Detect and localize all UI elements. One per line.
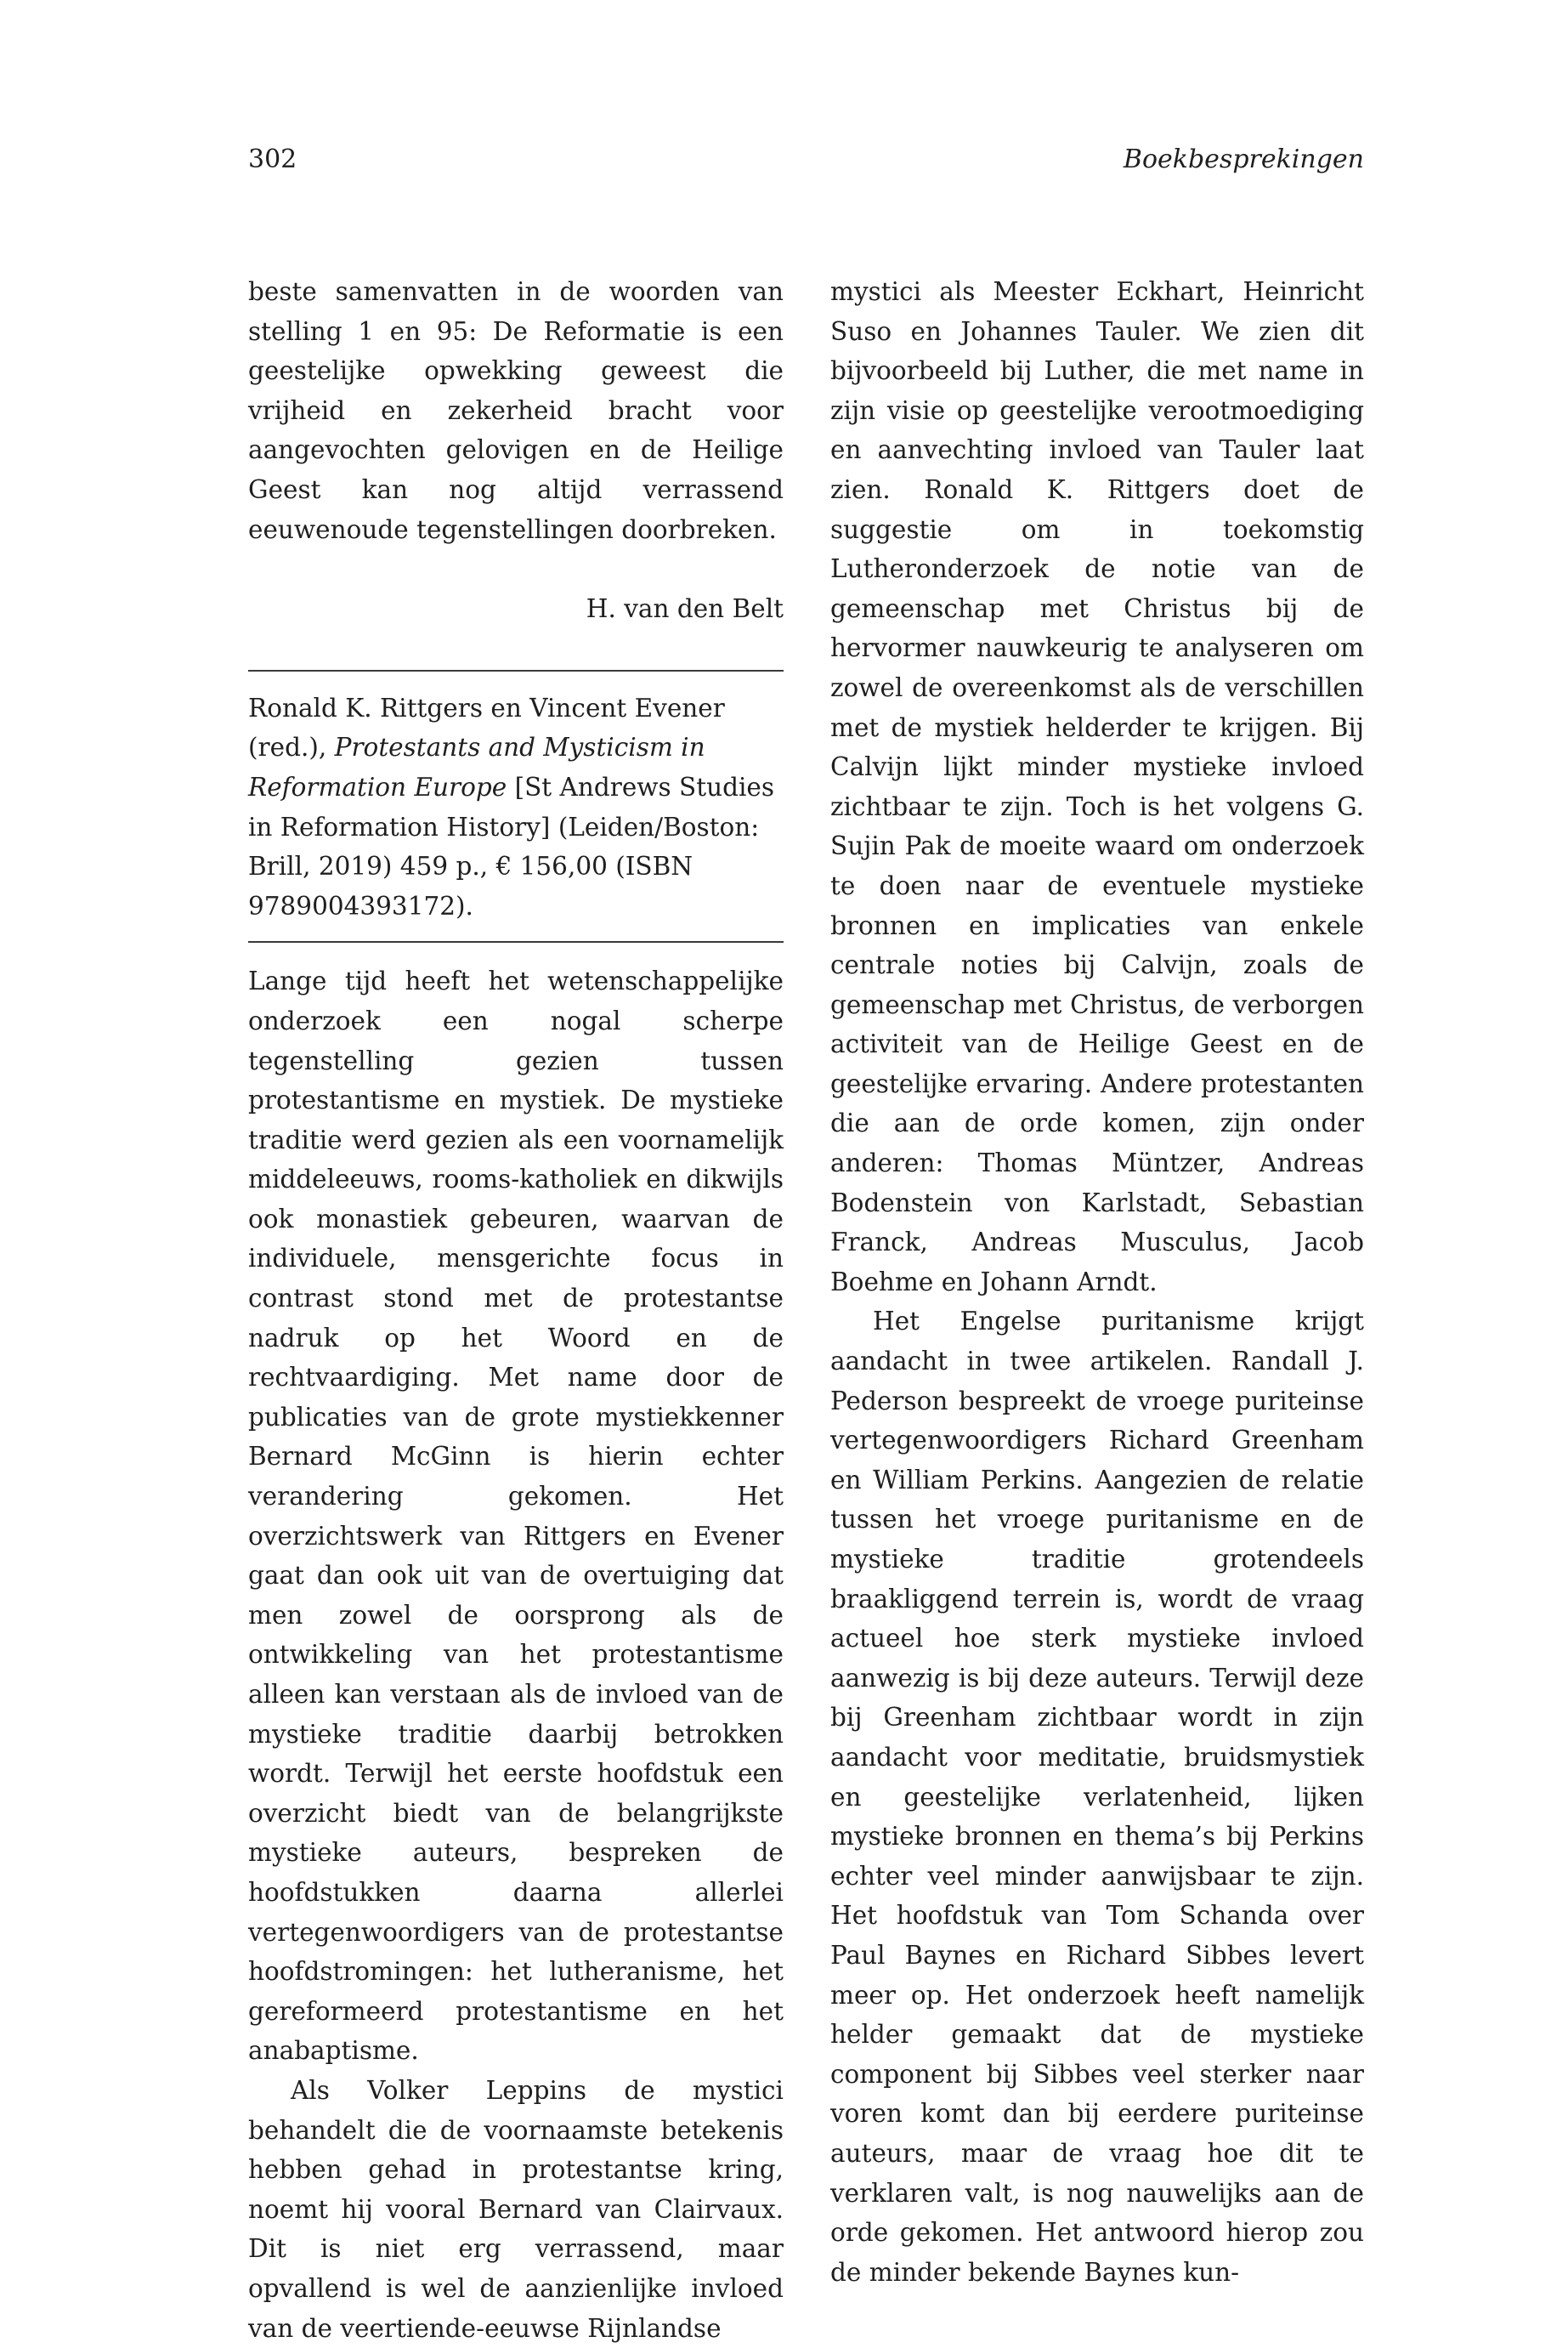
review-paragraph-continuation: mystici als Meester Eckhart, Heinricht Suso en Johannes Tauler. We zien dit bijvoorbeeld bij Luther, die met name in zijn visie op geestelijke verootmoediging en aanvechting invloed van Tauler laat zien. Ronald K. Rittgers doet de suggestie om in toekomstig Lutheronderzoek de notie van de gemeenschap met Christus bij de hervormer nauwkeurig te analyseren om zowel de overeenkomst als de verschillen met de mystiek helderder te krijgen. Bij Calvijn lijkt minder mystieke invloed zichtbaar te zijn. Toch is het volgens G. Sujin Pak de moeite waard om onderzoek te doen naar de eventuele mystieke bronnen en implicaties van enkele centrale noties bij Calvijn, zoals de gemeenschap met Christus, de verborgen activiteit van de Heilige Geest en de geestelijke ervaring. Andere protestanten die aan de orde komen, zijn onder anderen: Thomas Müntzer, Andreas Bodenstein von Karlstadt, Sebastian Franck, Andreas Musculus, Jacob Boehme en Johann Arndt.: [830, 277, 1364, 1296]
citation-top-rule: [248, 670, 784, 672]
citation-publication-details: [St Andrews Studies in Reformation History] (Leiden/Boston: Brill, 2019) 459 p., € 156,00 (ISBN 9789004393172).: [248, 772, 775, 921]
book-citation: [248, 689, 784, 927]
left-column: [248, 272, 784, 2348]
review-paragraph-3: Het Engelse puritanisme krijgt aandacht in twee artikelen. Randall J. Pederson bespreekt de vroege puriteinse vertegenwoordigers Richard Greenham en William Perkins. Aangezien de relatie tussen het vroege puritanisme en de mystieke traditie grotendeels braakliggend terrein is, wordt de vraag actueel hoe sterk mystieke invloed aanwezig is bij deze auteurs. Terwijl deze bij Greenham zichtbaar wordt in zijn aandacht voor meditatie, bruidsmystiek en geestelijke verlatenheid, lijken mystieke bronnen en thema’s bij Perkins echter veel minder aanwijsbaar te zijn. Het hoofdstuk van Tom Schanda over Paul Baynes en Richard Sibbes levert meer op. Het onderzoek heeft namelijk helder gemaakt dat de mystieke component bij Sibbes veel sterker naar voren komt dan bij eerdere puriteinse auteurs, maar de vraag hoe dit te verklaren valt, is nog nauwelijks aan de orde gekomen. Het antwoord hierop zou de minder bekende Baynes kun-: [830, 1307, 1364, 2287]
review-paragraph-2: Als Volker Leppins de mystici behandelt die de voornaamste betekenis hebben gehad in protestantse kring, noemt hij vooral Bernard van Clairvaux. Dit is niet erg verrassend, maar opvallend is wel de aanzienlijke invloed van de veertiende-eeuwse Rijnlandse: [248, 2075, 784, 2343]
right-column: [830, 272, 1364, 2292]
running-header: [248, 143, 1364, 185]
citation-authors: Ronald K. Rittgers en Vincent Evener (red.),: [248, 693, 725, 763]
review-paragraph-1: Lange tijd heeft het wetenschappelijke onderzoek een nogal scherpe tegenstelling gezien tussen protestantisme en mystiek. De mystieke traditie werd gezien als een voornamelijk middeleeuws, rooms-katholiek en dikwijls ook monastiek gebeuren, waarvan de individuele, mensgerichte focus in contrast stond met de protestantse nadruk op het Woord en de rechtvaardiging. Met name door de publicaties van de grote mystiekkenner Bernard McGinn is hierin echter verandering gekomen. Het overzichtswerk van Rittgers en Evener gaat dan ook uit van de overtuiging dat men zowel de oorsprong als de ontwikkeling van het protestantisme alleen kan verstaan als de invloed van de mystieke traditie daarbij betrokken wordt. Terwijl het eerste hoofdstuk een overzicht biedt van de belangrijkste mystieke auteurs, bespreken de hoofdstukken daarna allerlei vertegenwoordigers van de protestantse hoofdstromingen: het lutheranisme, het gereformeerd protestantisme en het anabaptisme.: [248, 967, 784, 2066]
citation-bottom-rule: [248, 941, 784, 943]
previous-review-ending-paragraph: beste samenvatten in de woorden van stelling 1 en 95: De Reformatie is een geestelijke opwekking geweest die vrijheid en zekerheid bracht voor aangevochten gelovigen en de Heilige Geest kan nog altijd verrassend eeuwenoude tegenstellingen doorbreken.: [248, 277, 784, 544]
page-number: 302: [248, 145, 297, 174]
reviewer-signature: H. van den Belt: [586, 594, 784, 624]
section-title: Boekbesprekingen: [1123, 145, 1364, 174]
citation-book-title: Protestants and Mysticism in Reformation Europe: [248, 733, 705, 802]
